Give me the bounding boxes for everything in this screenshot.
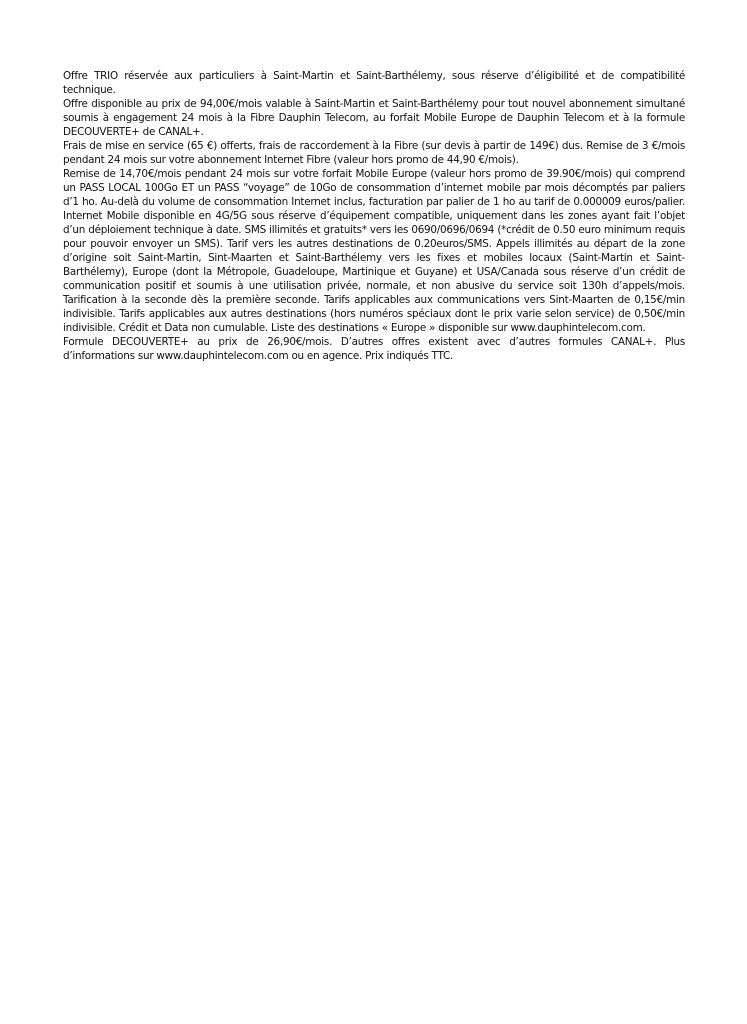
paragraph-eligibility: Offre TRIO réservée aux particuliers à Saint-Martin et Saint-Barthélemy, sous réserve d’éligibilité et de compatibilité technique. (63, 70, 685, 96)
paragraph-fees-fibre: Frais de mise en service (65 €) offerts, frais de raccordement à la Fibre (sur devis à partir de 149€) dus. Remise de 3 €/mois pendant 24 mois sur votre abonnement Internet Fibre (valeur hors promo de 44,90 €/mois). (63, 140, 685, 166)
paragraph-canal-formula: Formule DECOUVERTE+ au prix de 26,90€/mois. D’autres offres existent avec d’autres formules CANAL+. Plus d’informations sur www.dauphintelecom.com ou en agence. Prix indiqués TTC. (63, 336, 685, 362)
paragraph-price-offer: Offre disponible au prix de 94,00€/mois valable à Saint-Martin et Saint-Barthélemy pour tout nouvel abonnement simultané soumis à engagement 24 mois à la Fibre Dauphin Telecom, au forfait Mobile Europe de Dauphin Telecom et à la formule DECOUVERTE+ de CANAL+. (63, 98, 685, 138)
paragraph-mobile-europe: Remise de 14,70€/mois pendant 24 mois sur votre forfait Mobile Europe (valeur hors promo de 39.90€/mois) qui comprend un PASS LOCAL 100Go ET un PASS “voyage” de 10Go de consommation d’internet mobile par mois décomptés par paliers d’1 ho. Au-delà du volume de consommation Internet inclus, facturation par palier de 1 ho au tarif de 0.000009 euros/palier. Internet Mobile disponible en 4G/5G sous réserve d’équipement compatible, uniquement dans les zones ayant fait l’objet d’un déploiement technique à date. SMS illimités et gratuits* vers les 0690/0696/0694 (*crédit de 0.50 euro minimum requis pour pouvoir envoyer un SMS). Tarif vers les autres destinations de 0.20euros/SMS. Appels illimités au départ de la zone d’origine soit Saint-Martin, Sint-Maarten et Saint-Barthélemy vers les fixes et mobiles locaux (Saint-Martin et Saint-Barthélemy), Europe (dont la Métropole, Guadeloupe, Martinique et Guyane) et USA/Canada sous réserve d’un crédit de communication positif et soumis à une utilisation privée, normale, et non abusive du service soit 130h d’appels/mois. Tarification à la seconde dès la première seconde. Tarifs applicables aux communications vers Sint-Maarten de 0,15€/min indivisible. Tarifs applicables aux autres destinations (hors numéros spéciaux dont le prix varie selon service) de 0,50€/min indivisible. Crédit et Data non cumulable. Liste des destinations « Europe » disponible sur www.dauphintelecom.com. (63, 168, 685, 334)
legal-notice (63, 69, 685, 363)
